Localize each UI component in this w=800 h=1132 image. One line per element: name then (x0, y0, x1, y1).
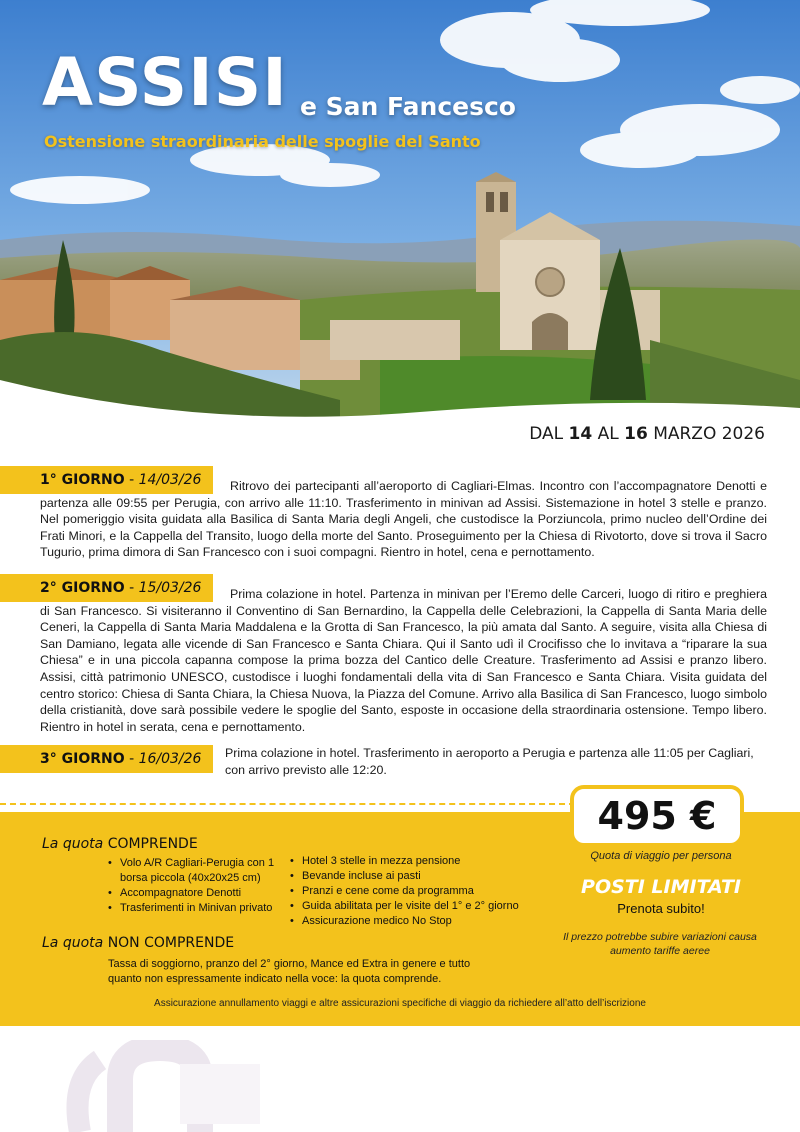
insurance-footnote: Assicurazione annullamento viaggi e altre assicurazioni specifiche di viaggio da richiedere all’atto dell’iscrizione (154, 998, 646, 1009)
includes-item: • Trasferimenti in Minivan privato (108, 901, 278, 916)
includes-heading (42, 836, 198, 852)
book-now: Prenota subito! (617, 901, 705, 916)
price-amount: 495 € (597, 794, 717, 838)
excludes-prefix: La quota (42, 935, 104, 951)
includes-list-1 (108, 856, 278, 916)
day-3-description (225, 745, 770, 778)
price-note: Il prezzo potrebbe subire variazioni causa aumento tariffe aeree (563, 931, 757, 957)
page-subtitle: e San Fancesco (300, 92, 516, 121)
includes-item: • Volo A/R Cagliari-Perugia con 1 borsa piccola (40x20x25 cm) (108, 856, 278, 886)
day-1-tab: 1° GIORNO - 14/03/26 (0, 466, 213, 494)
includes-item: • Accompagnatore Denotti (108, 886, 278, 901)
includes-title: COMPRENDE (107, 836, 198, 852)
dates-from-word: DAL (529, 424, 564, 444)
excludes-title: NON COMPRENDE (107, 935, 235, 951)
includes-item: • Guida abilitata per le visite del 1° e 2° giorno (290, 899, 560, 914)
includes-list-2 (290, 854, 560, 929)
day-1-text: Ritrovo dei partecipanti all’aeroporto di Cagliari-Elmas. Incontro con l’accompagnatore Denotti e partenza alle 09:55 per Perugia, con arrivo alle 11:10. Trasferimento in minivan ad Assisi. Sistemazione in hotel 3 stelle e pranzo. Nel pomeriggio visita guidata alla Basilica di Santa Maria degli Angeli, che custodisce la Porziuncola, primo nucleo dell’Ordine dei Frati Minori, e la Cappella del Transito, luogo della morte del Santo. Proseguimento per la Chiesa di Rivotorto, dove si trova il Sacro Tugurio, prima dimora di San Francesco con i suoi compagni. Rientro in hotel, cena e pernottamento. (40, 479, 767, 560)
day-3-text: Prima colazione in hotel. Trasferimento in aeroporto a Perugia e partenza alle 11:05 per Cagliari, con arrivo previsto alle 12:20. (225, 746, 754, 777)
trip-dates (529, 424, 765, 444)
dates-end-day: 16 (624, 424, 648, 444)
day-3-date: 16/03/26 (138, 751, 202, 767)
watermark-logo (60, 1040, 260, 1132)
includes-item: • Bevande incluse ai pasti (290, 869, 560, 884)
day-3-tab: 3° GIORNO - 16/03/26 (0, 745, 213, 773)
day-2-label: 2° GIORNO (40, 580, 125, 596)
divider (0, 803, 575, 805)
price-box (570, 785, 744, 847)
excludes-text: Tassa di soggiorno, pranzo del 2° giorno, Mance ed Extra in genere e tutto quanto non espressamente indicato nella voce: la quota comprende. (108, 958, 471, 985)
day-2-tab: 2° GIORNO - 15/03/26 (0, 574, 213, 602)
day-3-label: 3° GIORNO (40, 751, 125, 767)
price-caption: Quota di viaggio per persona (590, 850, 732, 862)
includes-item: • Pranzi e cene come da programma (290, 884, 560, 899)
includes-prefix: La quota (42, 836, 104, 852)
page-title: ASSISI (42, 44, 288, 121)
tagline: Ostensione straordinaria delle spoglie del Santo (44, 132, 481, 151)
excludes-heading (42, 935, 234, 951)
includes-item: • Hotel 3 stelle in mezza pensione (290, 854, 560, 869)
dates-start-day: 14 (568, 424, 593, 444)
day-1-description (40, 478, 767, 561)
day-2-text: Prima colazione in hotel. Partenza in minivan per l’Eremo delle Carceri, luogo di ritiro e preghiera di San Francesco. Si visiteranno il Conventino di San Bernardino, la Cappella delle Celebrazioni, la Cappella di Santa Maria delle Ceneri, la Cappella di Santa Maria Maddalena e la Grotta di San Francesco, la più amata dal Santo. A seguire, visita alla Chiesa di San Damiano, legata alle vicende di San Francesco e Santa Chiara. Qui il Santo udì il Crocifisso che lo invitava a “riparare la sua Chiesa” e in una piccola capanna compose la prima bozza del Cantico delle Creature. Trasferimento ad Assisi e pranzo libero. Assisi, città patrimonio UNESCO, custodisce i luoghi fondamentali della vita di San Francesco e Santa Chiara. Visita guidata del centro storico: Chiesa di Santa Chiara, la Chiesa Nuova, la Piazza del Comune. Arrivo alla Basilica di San Francesco, luogo simbolo della cristianità, dove sarà possibile vedere le spoglie del Santo, esposte in occasione della straordinaria ostensione. Tempo libero. Rientro in hotel in serata, cena e pernottamento. (40, 587, 767, 734)
day-2-description (40, 586, 767, 735)
limited-seats: POSTI LIMITATI (581, 876, 741, 898)
dates-month-year: MARZO 2026 (653, 424, 765, 444)
day-1-label: 1° GIORNO (40, 472, 125, 488)
day-2-date: 15/03/26 (138, 580, 202, 596)
dates-to-word: AL (597, 424, 619, 444)
includes-item: • Assicurazione medico No Stop (290, 914, 560, 929)
day-1-date: 14/03/26 (138, 472, 202, 488)
